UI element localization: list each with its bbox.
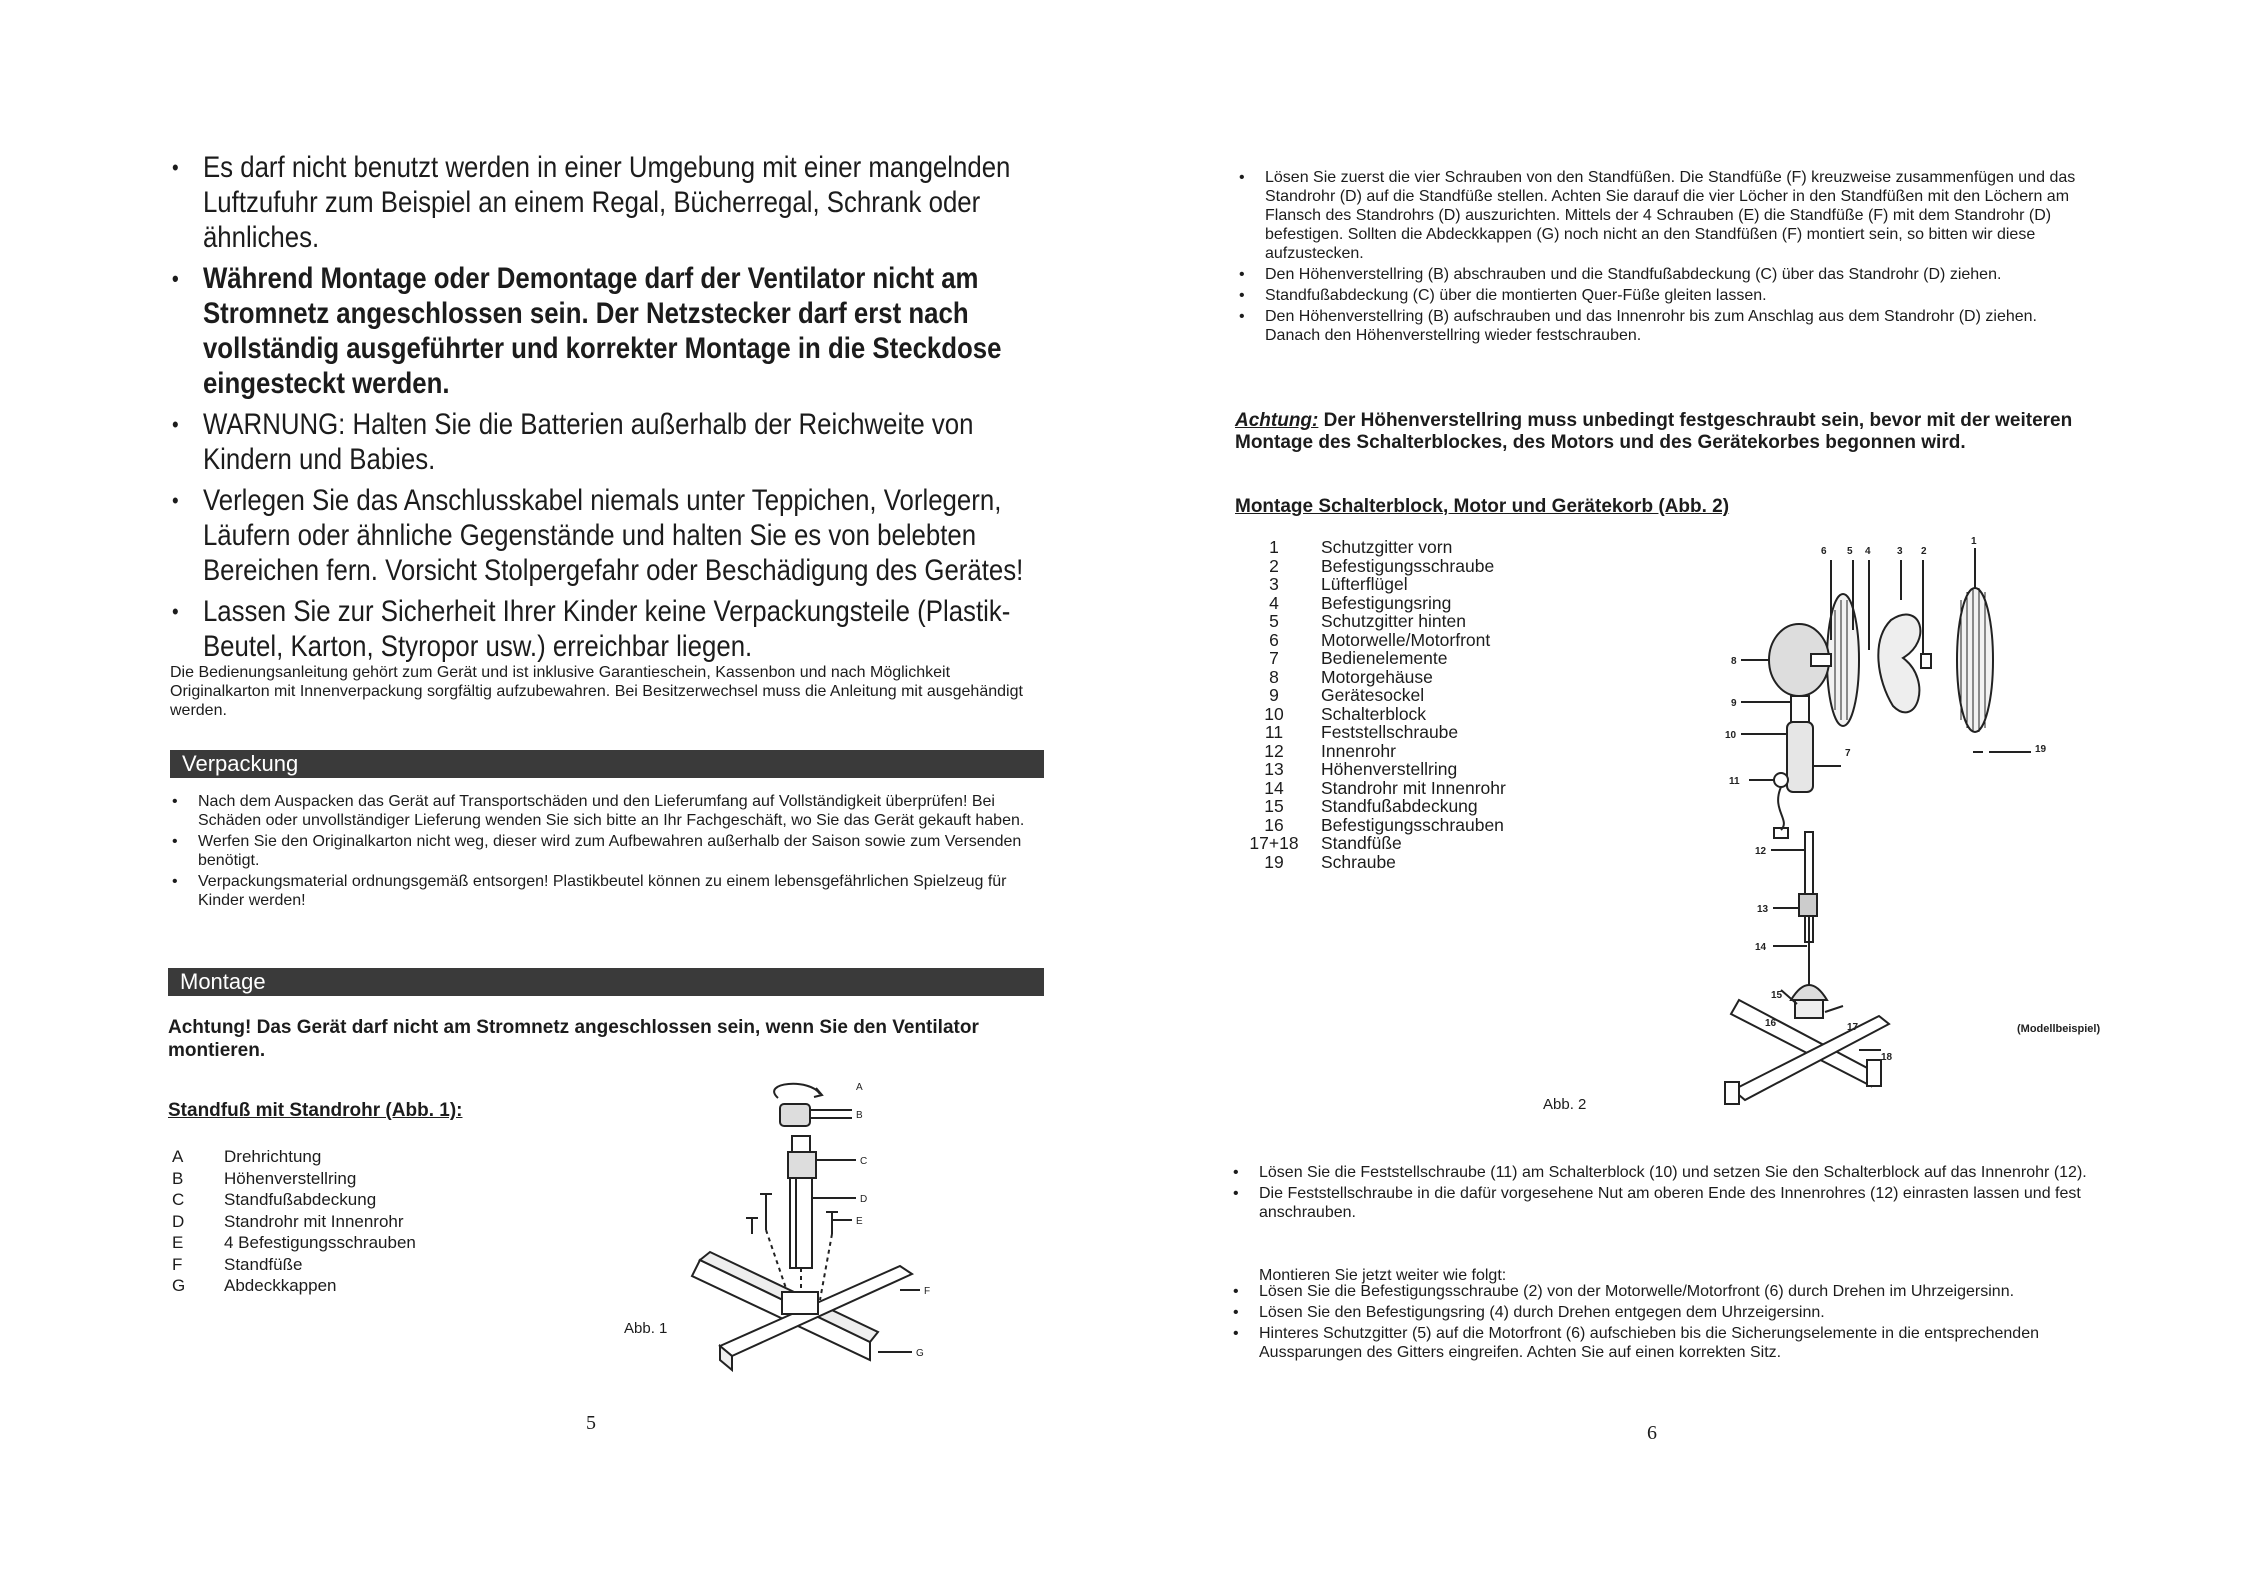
figure-2-caption: Abb. 2 <box>1543 1096 1587 1113</box>
legend-row <box>172 1168 416 1190</box>
list-item: • Hinteres Schutzgitter (5) auf die Motorfront (6) aufschieben bis die Sicherungselemente in die entsprechenden Aussparungen des Gitters eingreifen. Achten Sie auf einen korrekten Sitz. <box>1229 1324 2109 1362</box>
legend-key: 15 <box>1264 796 1284 816</box>
fig1-label-d: D <box>860 1194 868 1205</box>
fig1-label-f: F <box>924 1286 931 1297</box>
legend-row <box>1239 538 1506 557</box>
legend-row <box>1239 631 1506 650</box>
legend-label: Höhenverstellring <box>1321 759 1458 779</box>
continue-assembly-intro: Montieren Sie jetzt weiter wie folgt: <box>1259 1267 1507 1284</box>
legend-row <box>172 1275 416 1297</box>
parts-legend-fig1 <box>172 1146 416 1297</box>
list-item: • Den Höhenverstellring (B) aufschrauben und das Innenrohr bis zum Anschlag aus dem Standrohr (D) ziehen. Danach den Höhenverstellring wieder festschrauben. <box>1235 307 2095 345</box>
legend-label: Befestigungsschrauben <box>1321 814 1504 835</box>
section-heading-verpackung: Verpackung <box>170 750 1044 778</box>
legend-label: Standfüße <box>1321 833 1402 853</box>
list-item: • Verpackungsmaterial ordnungsgemäß entsorgen! Plastikbeutel können zu einem lebensgefährlichen Spielzeug für Kinder werden! <box>168 872 1028 910</box>
svg-text:11: 11 <box>1729 776 1740 787</box>
legend-row <box>1239 575 1506 594</box>
page-number-left: 5 <box>586 1412 596 1434</box>
legend-row <box>1239 612 1506 631</box>
legend-key: 2 <box>1269 555 1279 576</box>
list-item: • Den Höhenverstellring (B) abschrauben und die Standfußabdeckung (C) über das Standrohr (D) ziehen. <box>1235 265 2095 284</box>
safety-bullet-list <box>172 150 1032 670</box>
legend-key: 17+18 <box>1249 833 1299 853</box>
legend-label: Bedienelemente <box>1321 648 1448 668</box>
fig1-label-c: C <box>860 1156 868 1167</box>
manual-retention-note: Die Bedienungsanleitung gehört zum Gerät und ist inklusive Garantieschein, Kassenbon und nach Möglichkeit Originalkarton mit Innenverpackung sorgfältig aufzubewahren. Bei Besitzerwechsel muss die Anleitung mit ausgehändigt werden. <box>170 664 1023 719</box>
fig1-label-b: B <box>856 1110 863 1121</box>
legend-row <box>1239 557 1506 576</box>
legend-label: Standrohr mit Innenrohr <box>1321 777 1506 798</box>
assembly-warning: Achtung! Das Gerät darf nicht am Stromnetz angeschlossen sein, wenn Sie den Ventilator montieren. <box>168 1017 979 1061</box>
legend-label: Motorgehäuse <box>1321 666 1433 687</box>
legend-row <box>1239 853 1506 872</box>
list-item: • Die Feststellschraube in die dafür vorgesehene Nut am oberen Ende des Innenrohres (12) einrasten lassen und fest anschrauben. <box>1229 1184 2109 1222</box>
legend-key: 14 <box>1264 777 1284 798</box>
legend-label: Standfußabdeckung <box>224 1190 377 1209</box>
figure-2-model-note: (Modellbeispiel) <box>2017 1023 2101 1035</box>
svg-text:10: 10 <box>1725 730 1737 741</box>
list-item: • Nach dem Auspacken das Gerät auf Transportschäden und den Lieferumfang auf Vollständigkeit überprüfen! Bei Schäden oder unvollständiger Lieferung wenden Sie sich bitte an Ihr Fachgeschäft, wo Sie das Gerät gekauft haben. <box>168 792 1028 830</box>
packaging-bullet-list <box>168 792 1028 912</box>
list-item: • Werfen Sie den Originalkarton nicht weg, dieser wird zum Aufbewahren außerhalb der Saison sowie zum Versenden benötigt. <box>168 832 1028 870</box>
svg-text:13: 13 <box>1757 904 1769 915</box>
svg-text:2: 2 <box>1921 546 1927 557</box>
svg-text:1: 1 <box>1971 536 1977 547</box>
legend-row <box>1239 723 1506 742</box>
list-item: • WARNUNG: Halten Sie die Batterien außerhalb der Reichweite von Kindern und Babies. <box>172 407 1063 477</box>
subsection-title-schalterblock: Montage Schalterblock, Motor und Gerätekorb (Abb. 2) <box>1235 496 1730 517</box>
list-item: • Es darf nicht benutzt werden in einer Umgebung mit einer mangelnden Luftzufuhr zum Beispiel an einem Regal, Bücherregal, Schrank oder ähnliches. <box>172 150 1063 255</box>
legend-row <box>172 1189 416 1211</box>
legend-row <box>1239 816 1506 835</box>
fig1-label-a: A <box>856 1082 863 1093</box>
legend-row <box>1239 705 1506 724</box>
legend-row <box>172 1232 416 1254</box>
legend-row <box>1239 668 1506 687</box>
legend-label: Befestigungsring <box>1321 592 1452 613</box>
subsection-title-standfuss: Standfuß mit Standrohr (Abb. 1): <box>168 1100 463 1121</box>
legend-key: 16 <box>1264 814 1284 835</box>
legend-label: Feststellschraube <box>1321 722 1459 742</box>
svg-text:16: 16 <box>1765 1018 1777 1029</box>
list-item: • Lösen Sie zuerst die vier Schrauben von den Standfüßen. Die Standfüße (F) kreuzweise zusammenfügen und das Standrohr (D) auf die Standfüße stellen. Achten Sie darauf die vier Löcher in den Standfüßen mit den Löchern am Flansch des Standrohrs (D) auszurichten. Mittels der 4 Schrauben (E) die Standfüße (F) mit dem Standrohr (D) befestigen. Sollten die Abdeckkappen (G) noch nicht an den Standfüßen (F) montiert sein, so bitten wir diese aufzustecken. <box>1235 168 2095 263</box>
legend-key: 7 <box>1269 648 1279 668</box>
svg-text:8: 8 <box>1731 656 1737 667</box>
legend-label: Drehrichtung <box>224 1147 322 1166</box>
legend-key: 9 <box>1269 685 1279 705</box>
figure-2-fan-exploded <box>1621 530 2181 1130</box>
legend-label: Motorwelle/Motorfront <box>1321 629 1491 650</box>
legend-key: F <box>172 1254 183 1274</box>
achtung-label: Achtung: <box>1235 410 1319 431</box>
legend-label: Befestigungsschraube <box>1321 555 1495 576</box>
figure-1-stand-base <box>620 1070 980 1380</box>
legend-key: A <box>172 1147 184 1166</box>
list-item: • Während Montage oder Demontage darf der Ventilator nicht am Stromnetz angeschlossen sein. Der Netzstecker darf erst nach vollständig ausgeführter und korrekter Montage in die Steckdose eingesteckt werden. <box>172 261 1063 401</box>
legend-label: Schraube <box>1321 851 1396 872</box>
svg-text:6: 6 <box>1821 546 1827 557</box>
legend-label: Schutzgitter hinten <box>1321 611 1466 631</box>
legend-label: Gerätesockel <box>1321 685 1425 705</box>
legend-label: Abdeckkappen <box>224 1276 337 1295</box>
legend-label: Schutzgitter vorn <box>1321 537 1453 557</box>
legend-label: Standrohr mit Innenrohr <box>224 1211 404 1231</box>
parts-legend-fig2 <box>1239 538 1506 871</box>
achtung-text: Der Höhenverstellring muss unbedingt festgeschraubt sein, bevor mit der weiteren Montage des Schalterblockes, des Motors und des Gerätekorbes begonnen wird. <box>1235 410 2073 453</box>
legend-row <box>1239 834 1506 853</box>
svg-text:17: 17 <box>1847 1022 1859 1033</box>
legend-key: B <box>172 1168 184 1188</box>
legend-key: 10 <box>1264 703 1284 724</box>
svg-text:12: 12 <box>1755 846 1767 857</box>
svg-text:19: 19 <box>2035 744 2047 755</box>
legend-label: Innenrohr <box>1321 740 1396 761</box>
legend-label: Schalterblock <box>1321 703 1427 724</box>
legend-row <box>1239 742 1506 761</box>
svg-text:15: 15 <box>1771 990 1783 1001</box>
legend-label: 4 Befestigungsschrauben <box>224 1233 416 1252</box>
legend-label: Standfüße <box>224 1254 303 1274</box>
legend-key: 13 <box>1264 759 1284 779</box>
list-item: • Lassen Sie zur Sicherheit Ihrer Kinder keine Verpackungsteile (Plastik-Beutel, Karton, Styropor usw.) erreichbar liegen. <box>172 594 1063 664</box>
fig1-label-g: G <box>916 1348 924 1359</box>
legend-key: G <box>172 1276 186 1295</box>
legend-row <box>1239 779 1506 798</box>
right-page <box>1121 0 2243 1587</box>
legend-label: Standfußabdeckung <box>1321 796 1478 816</box>
legend-row <box>1239 649 1506 668</box>
legend-key: 3 <box>1269 574 1279 594</box>
legend-label: Lüfterflügel <box>1321 574 1408 594</box>
legend-key: C <box>172 1190 185 1209</box>
legend-key: D <box>172 1211 185 1231</box>
switch-block-bullet-list <box>1229 1163 2109 1224</box>
legend-key: 5 <box>1269 611 1279 631</box>
figure-1-caption: Abb. 1 <box>624 1320 668 1337</box>
legend-key: 19 <box>1264 851 1284 872</box>
stand-assembly-bullet-list <box>1235 168 2095 347</box>
legend-key: 12 <box>1264 740 1284 761</box>
list-item: • Lösen Sie die Feststellschraube (11) am Schalterblock (10) und setzen Sie den Schalterblock auf das Innenrohr (12). <box>1229 1163 2109 1182</box>
section-heading-montage: Montage <box>168 968 1044 996</box>
legend-label: Höhenverstellring <box>224 1168 357 1188</box>
legend-row <box>1239 760 1506 779</box>
svg-text:3: 3 <box>1897 546 1903 557</box>
legend-key: 11 <box>1264 722 1284 742</box>
list-item: • Verlegen Sie das Anschlusskabel niemals unter Teppichen, Vorlegern, Läufern oder ähnliche Gegenstände und halten Sie es von belebten Bereichen fern. Vorsicht Stolpergefahr oder Beschädigung des Gerätes! <box>172 483 1063 588</box>
motor-assembly-bullet-list <box>1229 1282 2109 1364</box>
legend-key: E <box>172 1233 184 1252</box>
left-page <box>0 0 1121 1587</box>
legend-row <box>1239 594 1506 613</box>
page-number-right: 6 <box>1647 1422 1657 1444</box>
legend-key: 1 <box>1269 537 1279 557</box>
list-item: • Lösen Sie die Befestigungsschraube (2) von der Motorwelle/Motorfront (6) durch Drehen im Uhrzeigersinn. <box>1229 1282 2109 1301</box>
svg-text:9: 9 <box>1731 698 1737 709</box>
legend-row <box>172 1254 416 1276</box>
legend-key: 6 <box>1269 629 1279 650</box>
legend-key: 8 <box>1269 666 1279 687</box>
svg-text:14: 14 <box>1755 942 1767 953</box>
svg-text:4: 4 <box>1865 546 1871 557</box>
height-ring-warning <box>1235 410 2075 454</box>
legend-key: 4 <box>1269 592 1279 613</box>
legend-row <box>172 1211 416 1233</box>
legend-row <box>1239 797 1506 816</box>
svg-text:18: 18 <box>1881 1052 1893 1063</box>
list-item: • Standfußabdeckung (C) über die montierten Quer-Füße gleiten lassen. <box>1235 286 2095 305</box>
svg-text:7: 7 <box>1845 748 1851 759</box>
svg-text:5: 5 <box>1847 546 1853 557</box>
legend-row <box>172 1146 416 1168</box>
legend-row <box>1239 686 1506 705</box>
list-item: • Lösen Sie den Befestigungsring (4) durch Drehen entgegen dem Uhrzeigersinn. <box>1229 1303 2109 1322</box>
fig1-label-e: E <box>856 1216 863 1227</box>
